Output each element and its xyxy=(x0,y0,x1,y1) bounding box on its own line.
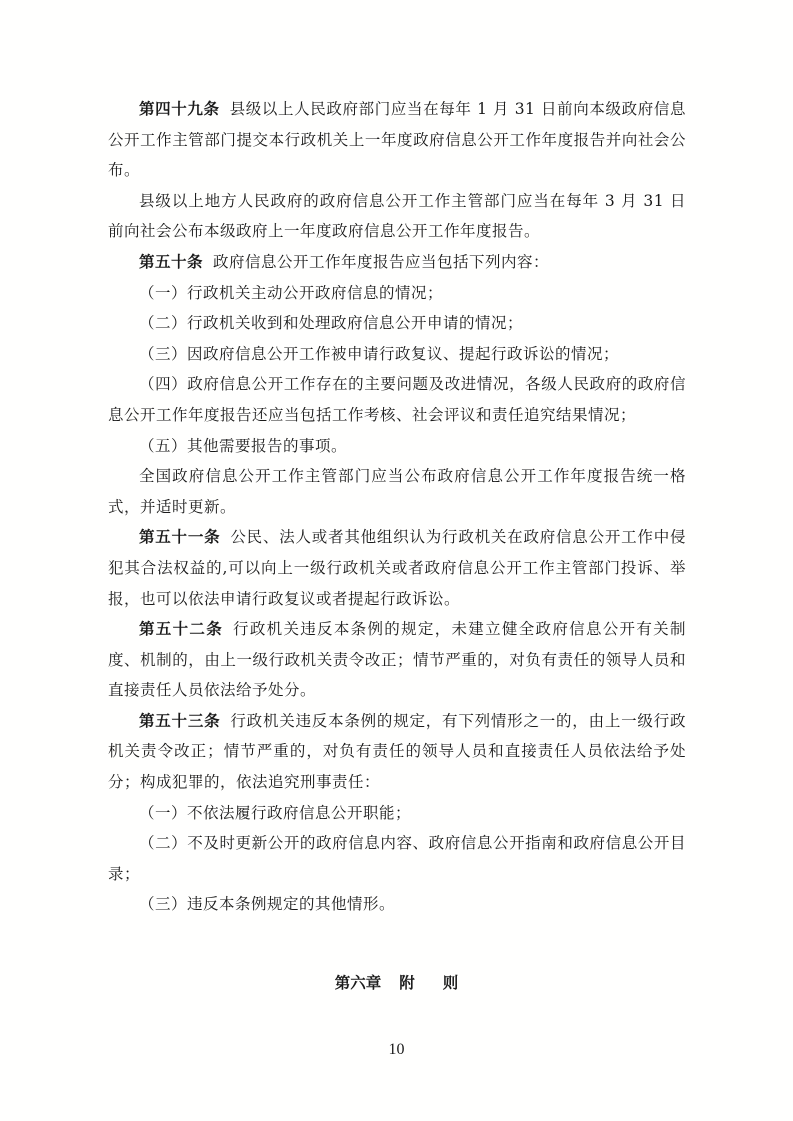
article-label: 第五十一条 xyxy=(139,528,221,547)
list-item: （二）不及时更新公开的政府信息内容、政府信息公开指南和政府信息公开目录； xyxy=(108,834,686,883)
list-item: （三）违反本条例规定的其他情形。 xyxy=(139,895,396,914)
chapter-title-part: 则 xyxy=(442,974,459,992)
page-number: 10 xyxy=(388,1041,405,1058)
list-item: （三）因政府信息公开工作被申请行政复议、提起行政诉讼的情况； xyxy=(139,344,620,363)
article-text: 行政机关违反本条例的规定，未建立健全政府信息公开有关制度、机制的，由上一级行政机关责令改正；情节严重的，对负有责任的领导人员和直接责任人员依法给予处分。 xyxy=(108,620,686,700)
article-text: 行政机关违反本条例的规定，有下列情形之一的，由上一级行政机关责令改正；情节严重的，对负有责任的领导人员和直接责任人员依法给予处分；构成犯罪的，依法追究刑事责任： xyxy=(108,711,686,792)
list-item: （一）不依法履行政府信息公开职能； xyxy=(139,803,412,822)
chapter-number: 第六章 xyxy=(334,974,382,992)
list-item: （二）行政机关收到和处理政府信息公开申请的情况； xyxy=(139,314,524,333)
article-49 xyxy=(108,94,686,186)
article-text: 政府信息公开工作年度报告应当包括下列内容： xyxy=(213,252,550,271)
article-text: 公民、法人或者其他组织认为行政机关在政府信息公开工作中侵犯其合法权益的,可以向上一级行政机关或者政府信息公开工作主管部门投诉、举报，也可以依法申请行政复议或者提起行政诉讼。 xyxy=(108,528,686,608)
article-50 xyxy=(108,247,686,278)
list-item: （一）行政机关主动公开政府信息的情况； xyxy=(139,283,444,302)
article-label: 第五十三条 xyxy=(139,711,221,730)
list-item: （五）其他需要报告的事项。 xyxy=(139,436,348,455)
paragraph: 县级以上地方人民政府的政府信息公开工作主管部门应当在每年 3 月 31 日前向社会公布本级政府上一年度政府信息公开工作年度报告。 xyxy=(108,191,686,241)
article-51 xyxy=(108,522,686,614)
chapter-heading xyxy=(0,971,793,993)
article-label: 第四十九条 xyxy=(139,100,220,118)
article-text: 县级以上人民政府部门应当在每年 1 月 31 日前向本级政府信息公开工作主管部门提交本行政机关上一年度政府信息公开工作年度报告并向社会公布。 xyxy=(108,100,686,180)
article-label: 第五十条 xyxy=(139,252,204,271)
list-item: （四）政府信息公开工作存在的主要问题及改进情况，各级人民政府的政府信息公开工作年度报告还应当包括工作考核、社会评议和责任追究结果情况； xyxy=(108,375,686,424)
article-52 xyxy=(108,614,686,706)
paragraph: 全国政府信息公开工作主管部门应当公布政府信息公开工作年度报告统一格式，并适时更新。 xyxy=(108,467,686,516)
article-53 xyxy=(108,706,686,798)
article-label: 第五十二条 xyxy=(139,620,224,639)
chapter-title-part: 附 xyxy=(399,974,415,992)
document-body xyxy=(108,94,686,920)
